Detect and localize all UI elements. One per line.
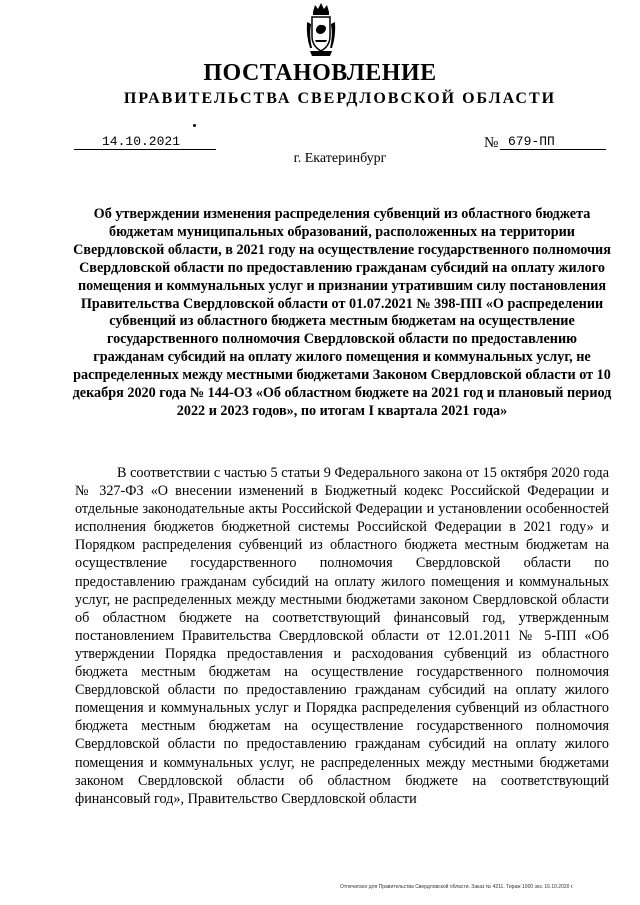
document-number: 679-ПП: [508, 134, 555, 149]
number-underline: [500, 149, 606, 150]
mark-dot: [193, 124, 196, 127]
issuing-authority: ПРАВИТЕЛЬСТВА СВЕРДЛОВСКОЙ ОБЛАСТИ: [123, 90, 557, 107]
coat-of-arms-icon: [306, 2, 336, 60]
date-underline: [74, 149, 216, 150]
document-title: ПОСТАНОВЛЕНИЕ: [203, 60, 437, 86]
number-sign: №: [484, 135, 499, 151]
resolution-heading: Об утверждении изменения распределения субвенций из областного бюджета бюджетам муниципальных образований, расположенных на территории Свердловской области, в 2021 году на осуществление государственного полномочия Свердловской области по предоставлению гражданам субсидий на оплату жилого помещения и коммунальных услуг и признании утратившим силу постановления Правительства Свердловской области от 01.07.2021 № 398-ПП «О распределении субвенций из областного бюджета местным бюджетам на осуществление государственного полномочия Свердловской области по предоставлению гражданам субсидий на оплату жилого помещения и коммунальных услуг, не распределенных между местными бюджетами Законом Свердловской области от 10 декабря 2020 года № 144-ОЗ «Об областном бюджете на 2021 год и плановый период 2022 и 2023 годов», по итогам I квартала 2021 года»: [72, 206, 612, 419]
print-footer: Отпечатано для Правительства Свердловской области. Заказ № 4211. Тираж 1000 экз. 16.10.2020 г.: [340, 884, 574, 890]
city-label: г. Екатеринбург: [293, 151, 387, 166]
body-paragraph: В соответствии с частью 5 статьи 9 Федерального закона от 15 октября 2020 года № 327-ФЗ «О внесении изменений в Бюджетный кодекс Российской Федерации и отдельные законодательные акты Российской Федерации и установлении особенностей исполнения бюджетов бюджетной системы Российской Федерации в 2021 году» и Порядком распределения субвенций из областного бюджета местным бюджетам на осуществление государственного полномочия Свердловской области по предоставлению гражданам субсидий на оплату жилого помещения и коммунальных услуг, не распределенных между местными бюджетами законом Свердловской области об областном бюджете на соответствующий финансовый год, утвержденным постановлением Правительства Свердловской области от 12.01.2011 № 5-ПП «Об утверждении Порядка предоставления и расходования субвенций из областного бюджета местным бюджетам на осуществление государственного полномочия Свердловской области по предоставлению гражданам субсидий на оплату жилого помещения и коммунальных услуг и Порядка распределения субвенций из областного бюджета местным бюджетам на осуществление государственного полномочия Свердловской области по предоставлению гражданам субсидий на оплату жилого помещения и коммунальных услуг, не распределенных между местными бюджетами законом Свердловской области об областном бюджете на соответствующий финансовый год», Правительство Свердловской области: [75, 465, 609, 807]
document-date: 14.10.2021: [102, 134, 181, 149]
